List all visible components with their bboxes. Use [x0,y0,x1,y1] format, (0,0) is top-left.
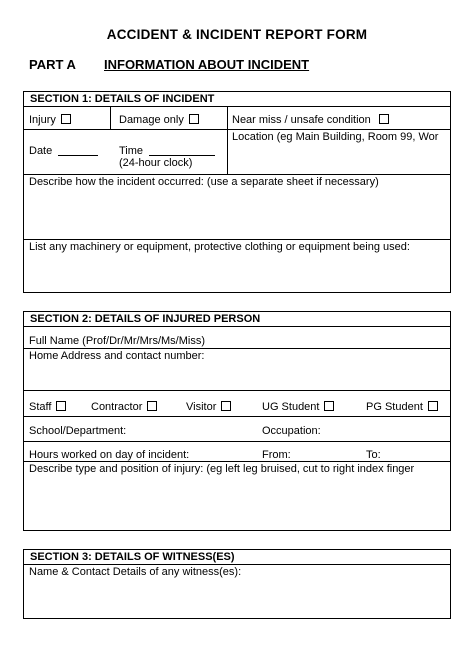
damage-only-checkbox[interactable] [189,114,199,124]
staff-option[interactable] [29,401,66,413]
staff-checkbox[interactable] [56,401,66,411]
section-1 [23,91,451,293]
staff-label: Staff [29,401,52,413]
time-blank[interactable] [149,155,215,156]
school-department-label: School/Department: [29,425,127,437]
visitor-option[interactable] [186,401,231,413]
section-3-header: SECTION 3: DETAILS OF WITNESS(ES) [30,551,235,563]
near-miss-label: Near miss / unsafe condition [232,114,371,126]
machinery-label: List any machinery or equipment, protective clothing or equipment being used: [29,241,410,253]
form-title: ACCIDENT & INCIDENT REPORT FORM [106,27,368,42]
contractor-option[interactable] [91,401,157,413]
injury-checkbox[interactable] [61,114,71,124]
time-field[interactable] [119,145,215,157]
part-label: PART A [29,57,76,72]
full-name-label: Full Name (Prof/Dr/Mr/Mrs/Ms/Miss) [29,335,205,347]
ug-student-label: UG Student [262,401,320,413]
ug-student-option[interactable] [262,401,334,413]
date-field[interactable] [29,145,98,157]
injury-description-label: Describe type and position of injury: (eg left leg bruised, cut to right index finger [29,463,415,475]
damage-only-label: Damage only [119,114,184,126]
date-blank[interactable] [58,155,98,156]
contractor-checkbox[interactable] [147,401,157,411]
injury-option[interactable] [29,114,71,126]
witness-details-label: Name & Contact Details of any witness(es): [29,566,242,578]
ug-student-checkbox[interactable] [324,401,334,411]
contractor-label: Contractor [91,401,143,413]
describe-incident-label: Describe how the incident occurred: (use a separate sheet if necessary) [29,176,379,188]
time-label: Time [119,145,144,157]
occupation-label: Occupation: [262,425,321,437]
to-label: To: [366,449,381,461]
section-2-header: SECTION 2: DETAILS OF INJURED PERSON [30,313,261,325]
home-address-label: Home Address and contact number: [29,350,205,362]
hours-worked-label: Hours worked on day of incident: [29,449,190,461]
pg-student-label: PG Student [366,401,423,413]
visitor-checkbox[interactable] [221,401,231,411]
part-title: INFORMATION ABOUT INCIDENT [104,57,310,72]
damage-only-option[interactable] [119,114,199,126]
section-3 [23,549,451,619]
from-label: From: [262,449,291,461]
date-label: Date [29,145,53,157]
injury-label: Injury [29,114,56,126]
section-1-header: SECTION 1: DETAILS OF INCIDENT [30,93,215,105]
section-2 [23,311,451,531]
pg-student-option[interactable] [366,401,438,413]
pg-student-checkbox[interactable] [428,401,438,411]
near-miss-option[interactable] [232,114,389,126]
visitor-label: Visitor [186,401,217,413]
near-miss-checkbox[interactable] [379,114,389,124]
location-label: Location (eg Main Building, Room 99, Wor [232,131,439,143]
time-note: (24-hour clock) [119,157,193,169]
